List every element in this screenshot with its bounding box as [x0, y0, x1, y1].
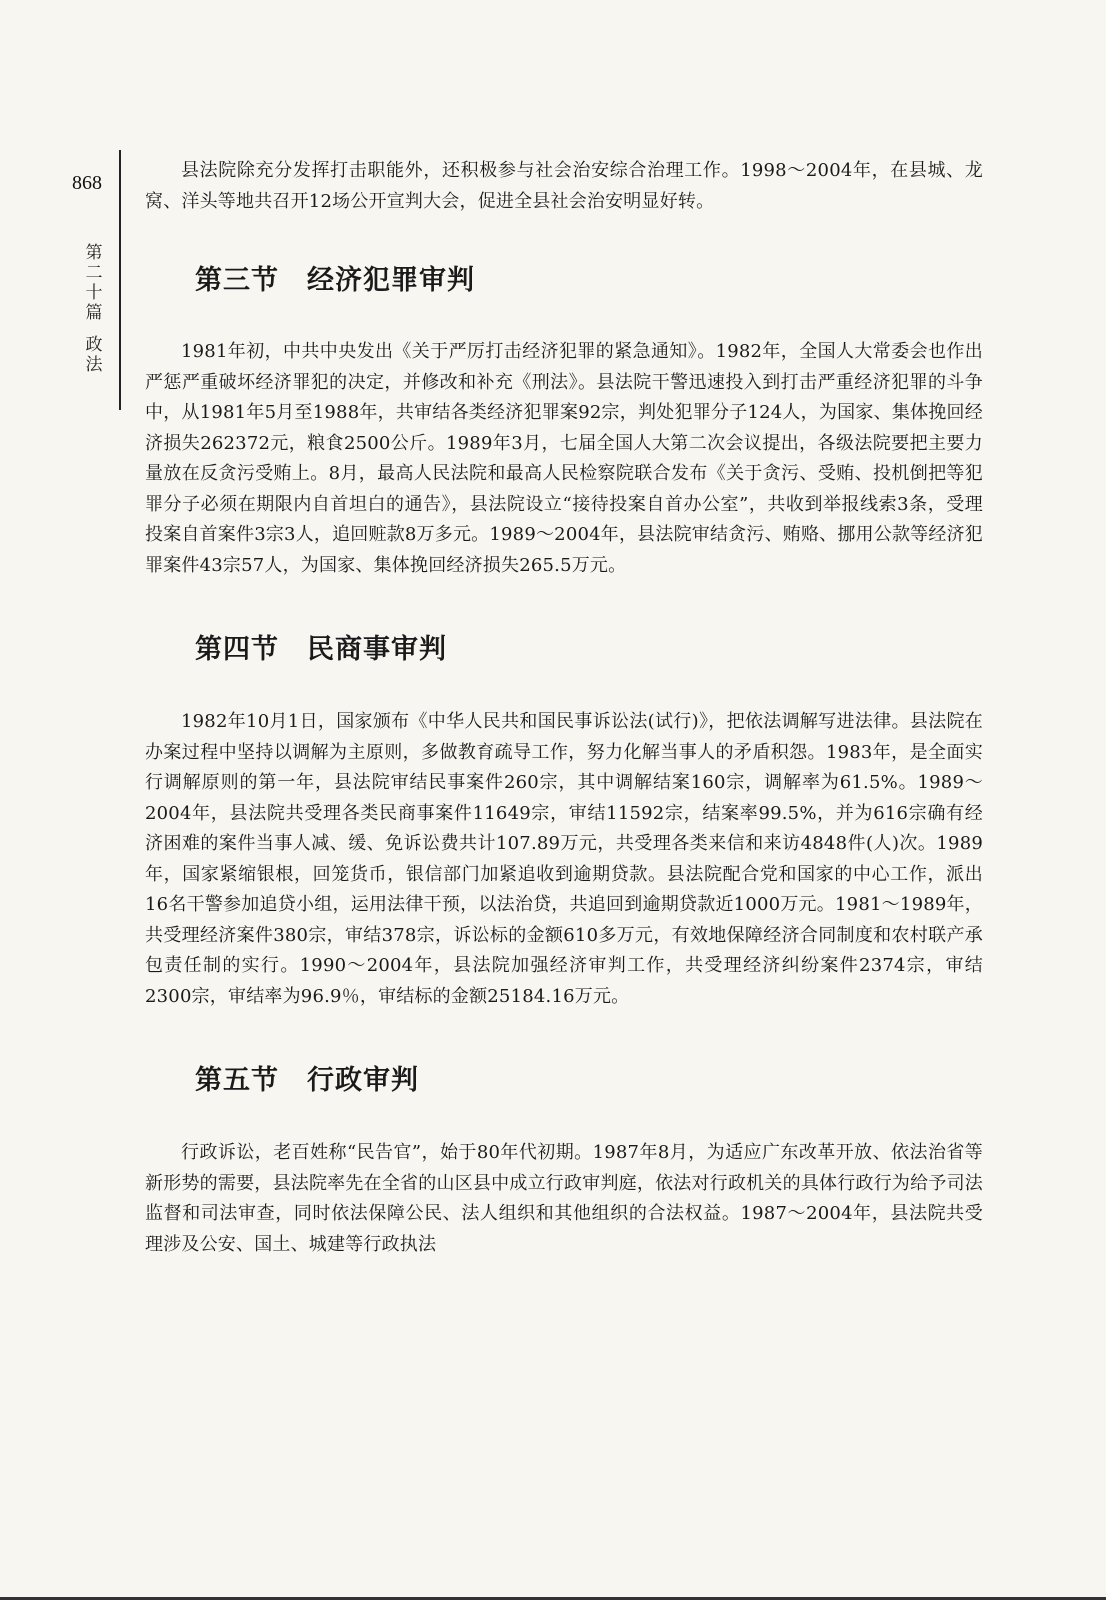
- page-number: 868: [72, 172, 102, 194]
- section-heading-civil-commercial: [145, 627, 983, 666]
- section-number: 第四节: [195, 634, 279, 665]
- economic-crime-paragraph: 1981年初，中共中央发出《关于严厉打击经济犯罪的紧急通知》。1982年，全国人大常委会也作出严惩严重破坏经济罪犯的决定，并修改和补充《刑法》。县法院干警迅速投入到打击严重经济犯罪的斗争中，从1981年5月至1988年，共审结各类经济犯罪案92宗，判处犯罪分子124人，为国家、集体挽回经济损失262372元，粮食2500公斤。1989年3月，七届全国人大第二次会议提出，各级法院要把主要力量放在反贪污受贿上。8月，最高人民法院和最高人民检察院联合发布《关于贪污、受贿、投机倒把等犯罪分子必须在期限内自首坦白的通告》，县法院设立“接待投案自首办公室”，共收到举报线索3条，受理投案自首案件3宗3人，追回赃款8万多元。1989～2004年，县法院审结贪污、贿赂、挪用公款等经济犯罪案件43宗57人，为国家、集体挽回经济损失265.5万元。: [145, 341, 983, 576]
- section-title: 民商事审判: [307, 634, 447, 665]
- intro-paragraph: 县法院除充分发挥打击职能外，还积极参与社会治安综合治理工作。1998～2004年，在县城、龙窝、洋头等地共召开12场公开宣判大会，促进全县社会治安明显好转。: [145, 160, 983, 212]
- section-heading-economic-crime: [145, 258, 983, 297]
- civil-commercial-paragraph: 1982年10月1日，国家颁布《中华人民共和国民事诉讼法(试行)》，把依法调解写进法律。县法院在办案过程中坚持以调解为主原则，多做教育疏导工作，努力化解当事人的矛盾积怨。1983年，是全面实行调解原则的第一年，县法院审结民事案件260宗，其中调解结案160宗，调解率为61.5%。1989～2004年，县法院共受理各类民商事案件11649宗，审结11592宗，结案率99.5%，并为616宗确有经济困难的案件当事人减、缓、免诉讼费共计107.89万元，共受理各类来信和来访4848件(人)次。1989年，国家紧缩银根，回笼货币，银信部门加紧追收到逾期贷款。县法院配合党和国家的中心工作，派出16名干警参加追贷小组，运用法律干预，以法治贷，共追回到逾期贷款近1000万元。1981～1989年，共受理经济案件380宗，审结378宗，诉讼标的金额610多万元，有效地保障经济合同制度和农村联产承包责任制的实行。1990～2004年，县法院加强经济审判工作，共受理经济纠纷案件2374宗，审结2300宗，审结率为96.9％，审结标的金额25184.16万元。: [145, 711, 983, 1007]
- administrative-paragraph: 行政诉讼，老百姓称“民告官”，始于80年代初期。1987年8月，为适应广东改革开放、依法治省等新形势的需要，县法院率先在全省的山区县中成立行政审判庭，依法对行政机关的具体行政行为给予司法监督和司法审查，同时依法保障公民、法人组织和其他组织的合法权益。1987～2004年，县法院共受理涉及公安、国土、城建等行政执法: [145, 1142, 983, 1255]
- section-number: 第三节: [195, 265, 279, 296]
- section-heading-administrative: [145, 1058, 983, 1097]
- section-number: 第五节: [195, 1065, 279, 1096]
- section-title: 经济犯罪审判: [307, 265, 475, 296]
- page-body: [145, 156, 983, 1260]
- side-label: [82, 243, 106, 375]
- side-label-part: 第二十篇: [85, 243, 103, 323]
- section-title: 行政审判: [307, 1065, 419, 1096]
- margin-rule: [119, 150, 121, 410]
- side-label-topic: 政法: [85, 335, 103, 375]
